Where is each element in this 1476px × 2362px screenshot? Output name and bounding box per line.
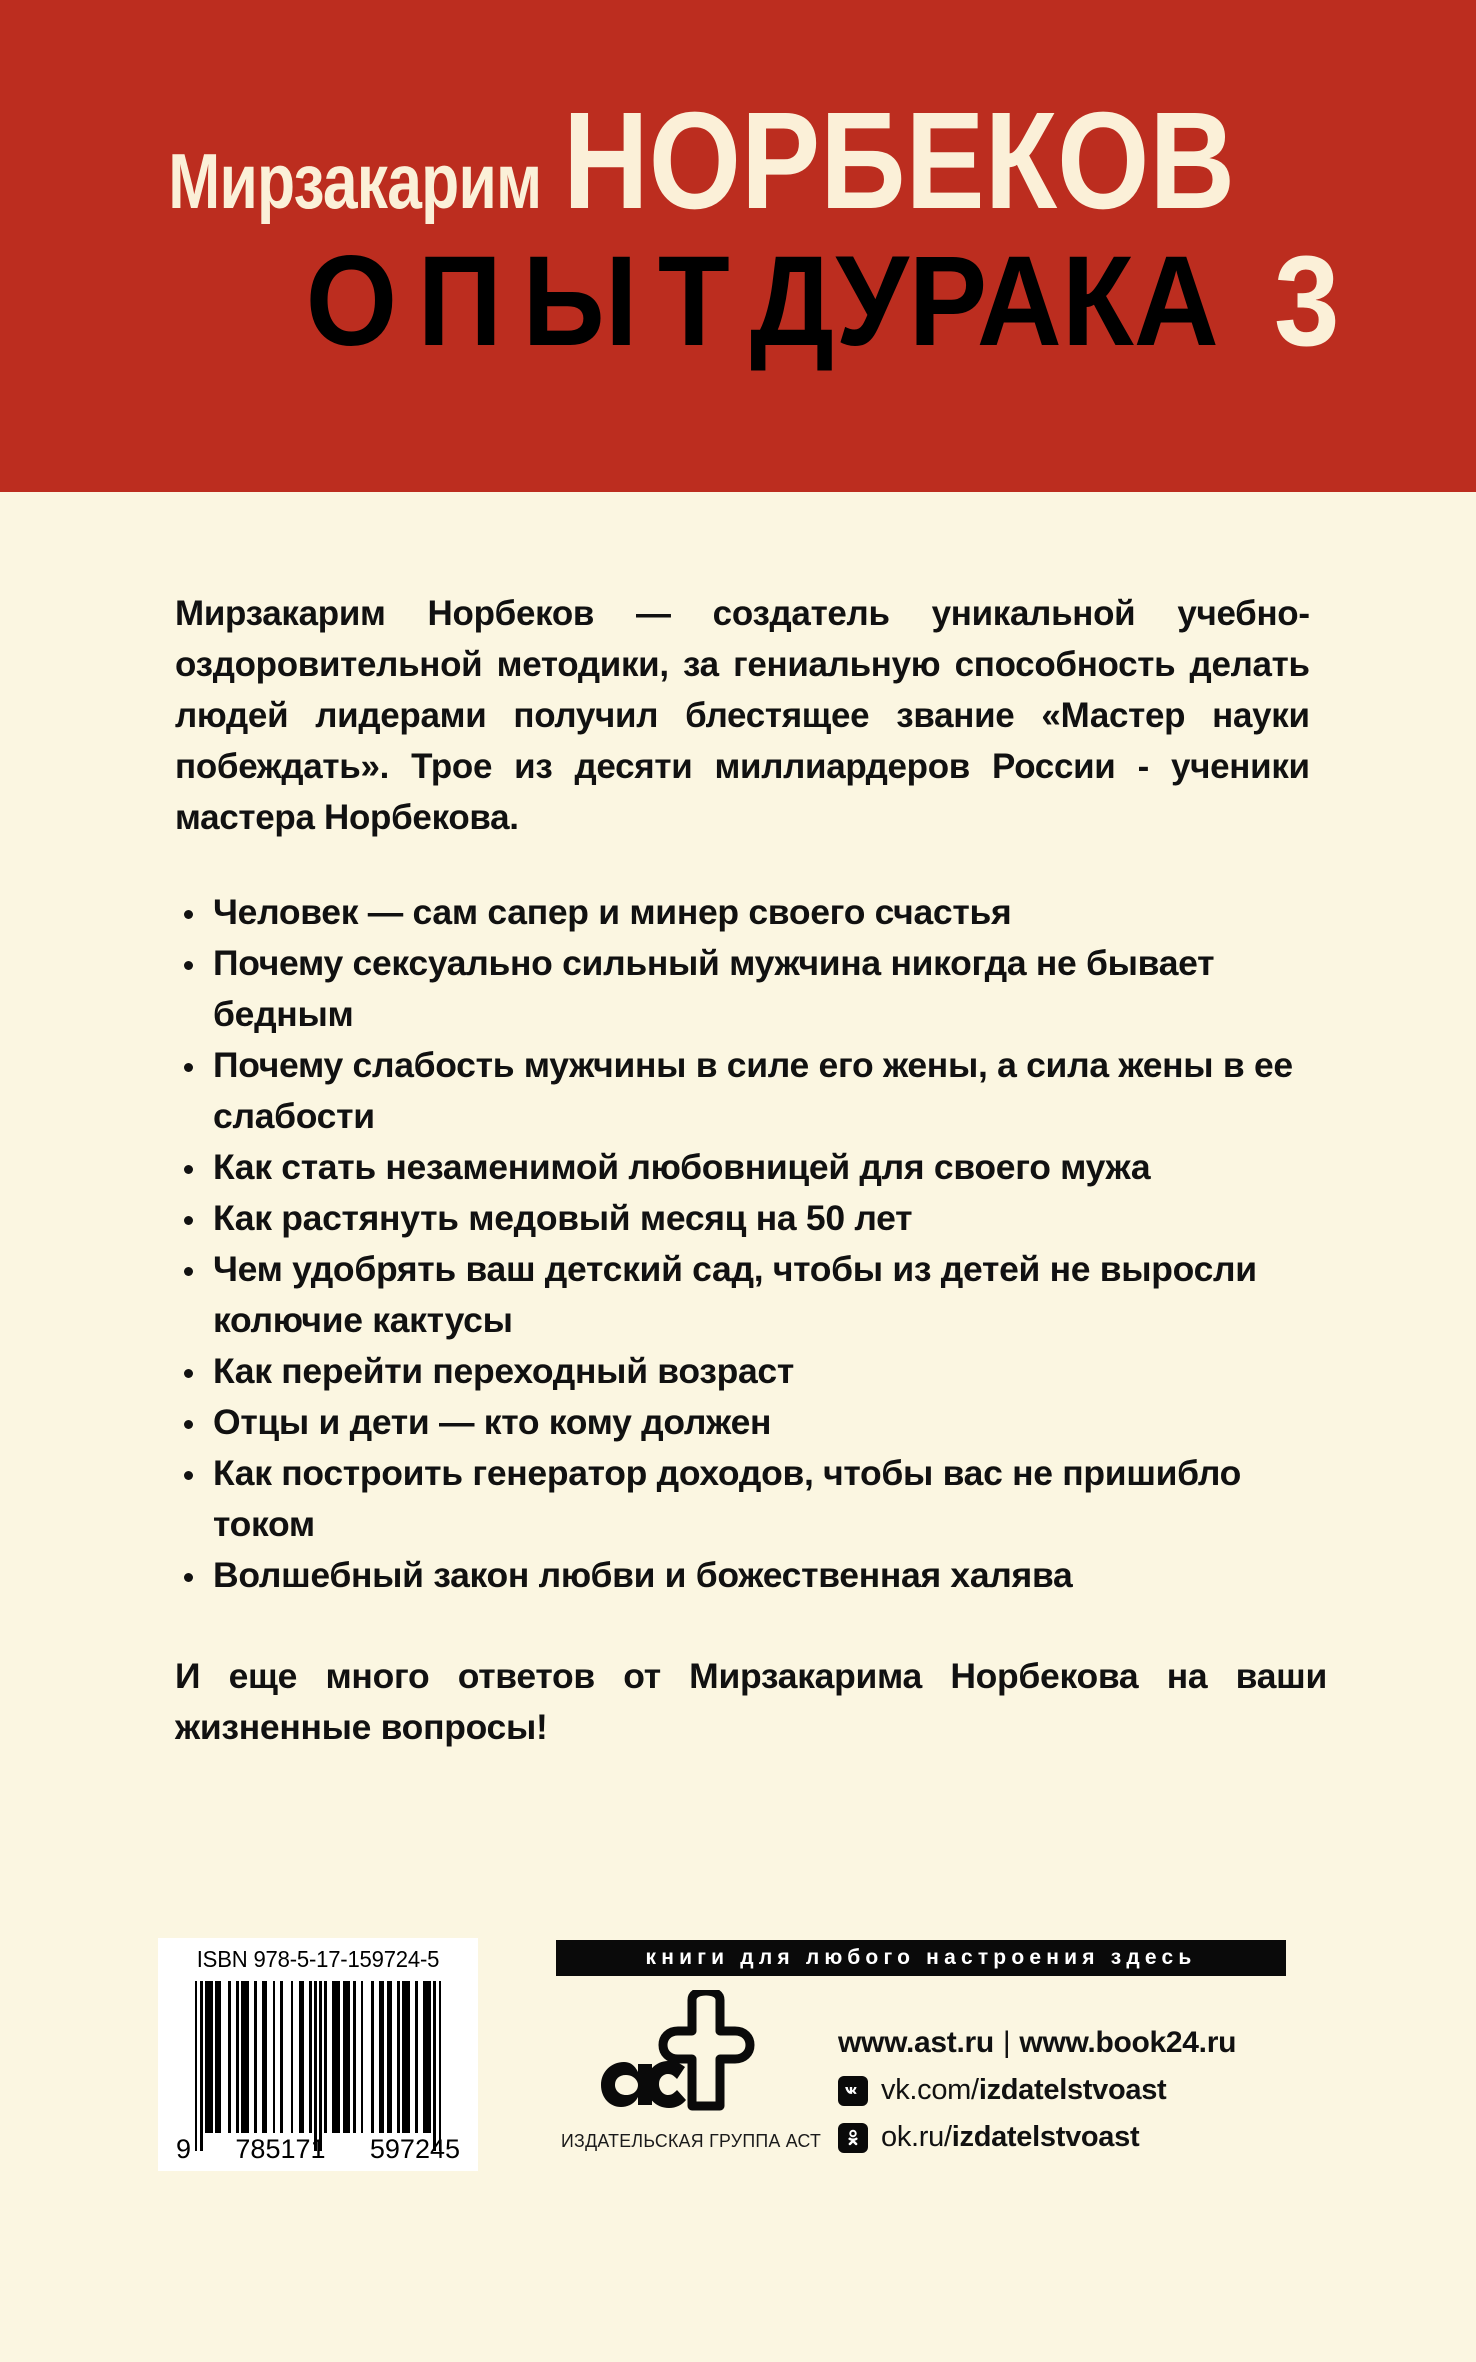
- barcode-right-group: 597245: [369, 2134, 460, 2164]
- blurb-area: [175, 552, 1327, 1788]
- ok-icon: [838, 2123, 868, 2153]
- list-item: Как перейти переходный возраст: [175, 1346, 1327, 1397]
- site-ast-link[interactable]: www.ast.ru: [838, 2026, 994, 2059]
- barcode-digits: [176, 2134, 460, 2165]
- barcode-lead-digit: 9: [176, 2134, 192, 2164]
- list-item: Человек — сам сапер и минер своего счастья: [175, 887, 1327, 938]
- red-header-band: [0, 0, 1476, 492]
- site-separator: |: [1002, 2026, 1011, 2059]
- promo-banner: книги для любого настроения здесь: [556, 1940, 1286, 1976]
- isbn-barcode: [158, 1938, 478, 2171]
- author-last-name: НОРБЕКОВ: [563, 84, 1236, 238]
- publisher-caption: ИЗДАТЕЛЬСКАЯ ГРУППА АСТ: [561, 2130, 822, 2151]
- vk-link[interactable]: [881, 2074, 1166, 2107]
- ok-handle: izdatelstvoast: [951, 2121, 1140, 2153]
- website-line: [838, 2026, 1398, 2060]
- author-name-line: [0, 84, 1345, 238]
- list-item: Почему сексуально сильный мужчина никогда не бывает бедным: [175, 938, 1327, 1040]
- author-first-name: Мирзакарим: [168, 137, 542, 225]
- outro-paragraph: И еще много ответов от Мирзакарима Норбекова на ваши жизненные вопросы!: [175, 1655, 1327, 1747]
- list-item: Почему слабость мужчины в силе его жены, а сила жены в ее слабости: [175, 1040, 1327, 1142]
- publisher-logo-block: [556, 1990, 822, 2152]
- publisher-weblinks: [838, 2026, 1398, 2154]
- list-item: Чем удобрять ваш детский сад, чтобы из детей не выросли колючие кактусы: [175, 1244, 1327, 1346]
- book-title-part-one: ОПЫТ: [305, 230, 751, 373]
- book-title-line: [0, 230, 1345, 373]
- list-item: Как стать незаменимой любовницей для своего мужа: [175, 1142, 1327, 1193]
- vk-handle: izdatelstvoast: [978, 2074, 1167, 2106]
- list-item: Как построить генератор доходов, чтобы вас не пришибло током: [175, 1448, 1327, 1550]
- list-item: Отцы и дети — кто кому должен: [175, 1397, 1327, 1448]
- ok-prefix: ok.ru/: [881, 2121, 952, 2153]
- intro-paragraph: Мирзакарим Норбеков — создатель уникальной учебно-оздоровительной методики, за гениальную способность делать людей лидерами получил блестящее звание «Мастер науки побеждать». Трое из десяти миллиардеров России - ученики мастера Норбекова.: [175, 592, 1310, 837]
- barcode-left-group: 785171: [235, 2134, 326, 2164]
- feature-bullet-list: [175, 887, 1327, 1601]
- book-title-part-two: ДУРАКА: [750, 230, 1220, 373]
- cover-footer: [0, 1928, 1476, 2228]
- ok-row[interactable]: [838, 2121, 1398, 2154]
- site-book24-link[interactable]: www.book24.ru: [1019, 2026, 1237, 2059]
- vk-row[interactable]: [838, 2074, 1398, 2107]
- ast-cactus-logo-icon: [588, 1990, 774, 2124]
- ok-link[interactable]: [881, 2121, 1139, 2154]
- vk-icon: [838, 2076, 868, 2106]
- isbn-label: ISBN 978-5-17-159724-5: [196, 1946, 440, 1972]
- list-item: Как растянуть медовый месяц на 50 лет: [175, 1193, 1327, 1244]
- barcode-bars: [176, 1981, 460, 2133]
- book-title-number: 3: [1273, 230, 1340, 373]
- list-item: Волшебный закон любви и божественная халява: [175, 1550, 1327, 1601]
- vk-prefix: vk.com/: [881, 2074, 979, 2106]
